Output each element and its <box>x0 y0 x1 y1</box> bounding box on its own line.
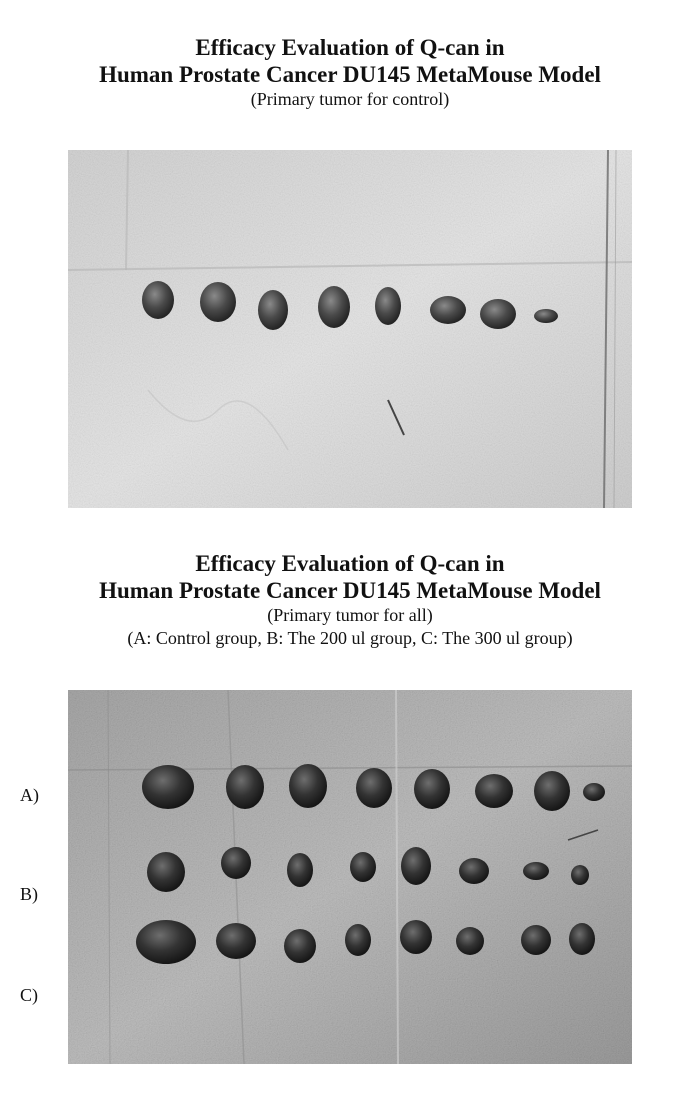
figure2-tumor-photo <box>68 690 632 1064</box>
figure2-title-line2: Human Prostate Cancer DU145 MetaMouse Model <box>99 578 601 603</box>
figure2-subtitle2: (A: Control group, B: The 200 ul group, C: The 300 ul group) <box>127 628 573 648</box>
figure1-tumor-photo <box>68 150 632 508</box>
row-label-c: C) <box>20 985 38 1005</box>
figure2-subtitle1: (Primary tumor for all) <box>267 605 433 625</box>
row-label-b: B) <box>20 884 38 904</box>
figure2-title-block <box>0 550 700 650</box>
figure1-title-line2: Human Prostate Cancer DU145 MetaMouse Model <box>99 62 601 87</box>
figure1-title-block <box>0 34 700 111</box>
row-label-a: A) <box>20 785 39 805</box>
figure1-title-line1: Efficacy Evaluation of Q-can in <box>195 35 505 60</box>
figure2-title-line1: Efficacy Evaluation of Q-can in <box>195 551 505 576</box>
figure1-subtitle: (Primary tumor for control) <box>250 89 450 109</box>
